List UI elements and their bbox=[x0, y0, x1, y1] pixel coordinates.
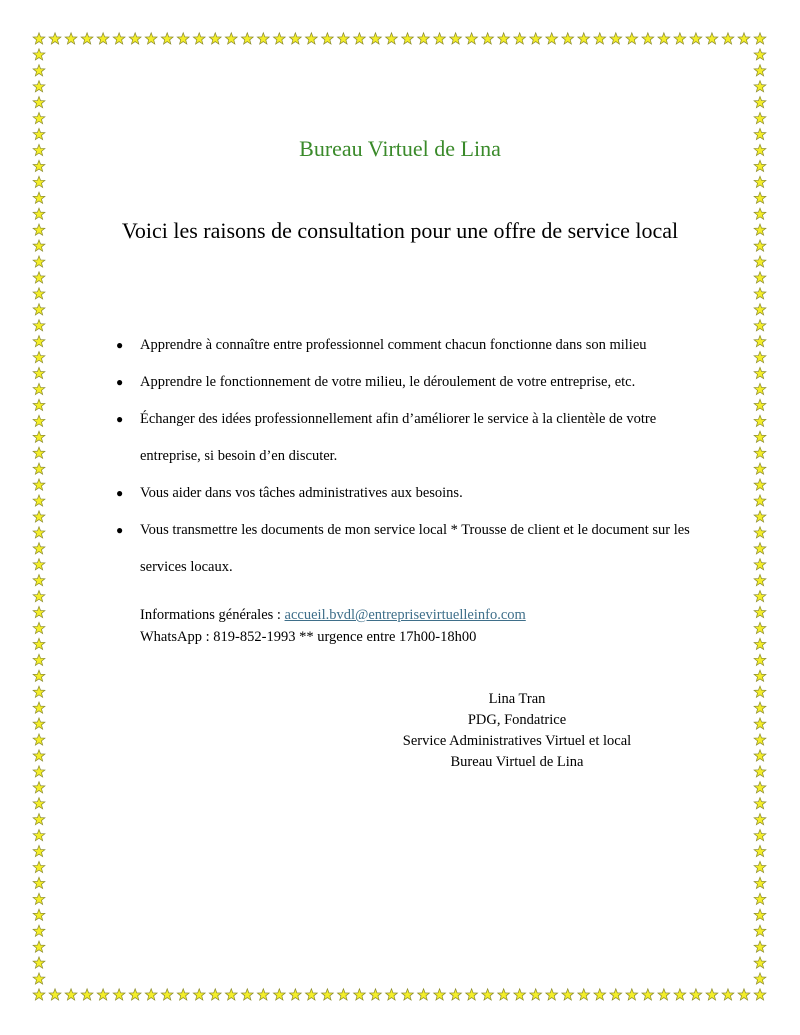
star-icon bbox=[33, 861, 45, 872]
star-icon bbox=[33, 734, 45, 745]
company-title: Bureau Virtuel de Lina bbox=[299, 136, 501, 161]
star-icon bbox=[754, 909, 766, 920]
star-icon bbox=[33, 65, 45, 76]
star-icon bbox=[514, 989, 526, 1000]
star-icon bbox=[225, 989, 237, 1000]
star-icon bbox=[49, 33, 61, 44]
star-icon bbox=[338, 989, 350, 1000]
star-icon bbox=[546, 989, 558, 1000]
star-icon bbox=[690, 33, 702, 44]
star-icon bbox=[754, 559, 766, 570]
star-icon bbox=[754, 686, 766, 697]
star-icon bbox=[33, 527, 45, 538]
star-icon bbox=[65, 989, 77, 1000]
star-icon bbox=[754, 702, 766, 713]
star-icon bbox=[578, 989, 590, 1000]
star-icon bbox=[113, 989, 125, 1000]
star-icon bbox=[33, 606, 45, 617]
star-icon bbox=[578, 33, 590, 44]
reasons-list bbox=[116, 327, 716, 586]
star-icon bbox=[97, 33, 109, 44]
star-icon bbox=[33, 431, 45, 442]
star-icon bbox=[418, 989, 430, 1000]
star-icon bbox=[33, 559, 45, 570]
star-icon bbox=[562, 33, 574, 44]
star-icon bbox=[706, 33, 718, 44]
star-icon bbox=[33, 814, 45, 825]
star-icon bbox=[754, 766, 766, 777]
reason-text: Apprendre le fonctionnement de votre milieu, le déroulement de votre entreprise, etc. bbox=[140, 374, 636, 390]
star-icon bbox=[754, 845, 766, 856]
star-icon bbox=[33, 798, 45, 809]
star-icon bbox=[65, 33, 77, 44]
bullet-icon: ● bbox=[116, 412, 124, 426]
star-icon bbox=[754, 351, 766, 362]
star-icon bbox=[674, 989, 686, 1000]
star-icon bbox=[33, 909, 45, 920]
star-icon bbox=[754, 527, 766, 538]
general-info-label: Informations générales : bbox=[140, 607, 285, 623]
star-icon bbox=[754, 399, 766, 410]
star-icon bbox=[354, 33, 366, 44]
bullet-icon: ● bbox=[116, 375, 124, 389]
star-icon bbox=[754, 256, 766, 267]
star-icon bbox=[754, 304, 766, 315]
star-icon bbox=[754, 320, 766, 331]
star-icon bbox=[33, 320, 45, 331]
star-icon bbox=[754, 654, 766, 665]
star-icon bbox=[33, 351, 45, 362]
star-icon bbox=[33, 447, 45, 458]
star-icon bbox=[33, 829, 45, 840]
star-icon bbox=[418, 33, 430, 44]
star-icon bbox=[754, 415, 766, 426]
star-icon bbox=[754, 829, 766, 840]
star-icon bbox=[305, 989, 317, 1000]
star-icon bbox=[658, 989, 670, 1000]
star-icon bbox=[33, 845, 45, 856]
whatsapp-line: WhatsApp : 819-852-1993 ** urgence entre 17h00-18h00 bbox=[140, 629, 477, 645]
star-icon bbox=[49, 989, 61, 1000]
star-icon bbox=[754, 973, 766, 984]
star-icon bbox=[33, 957, 45, 968]
star-icon bbox=[33, 702, 45, 713]
star-icon bbox=[754, 877, 766, 888]
star-icon bbox=[161, 33, 173, 44]
star-icon bbox=[594, 989, 606, 1000]
star-icon bbox=[498, 989, 510, 1000]
star-icon bbox=[466, 989, 478, 1000]
signature-role: PDG, Fondatrice bbox=[467, 712, 567, 728]
star-icon bbox=[33, 989, 45, 1000]
bullet-icon: ● bbox=[116, 338, 124, 352]
star-icon bbox=[209, 989, 221, 1000]
document-headline: Voici les raisons de consultation pour une offre de service local bbox=[121, 218, 679, 243]
star-icon bbox=[33, 383, 45, 394]
star-icon bbox=[33, 590, 45, 601]
star-icon bbox=[754, 33, 766, 44]
star-icon bbox=[97, 989, 109, 1000]
star-icon bbox=[193, 33, 205, 44]
star-icon bbox=[33, 941, 45, 952]
star-icon bbox=[33, 877, 45, 888]
star-icon bbox=[81, 33, 93, 44]
star-icon bbox=[370, 33, 382, 44]
star-icon bbox=[482, 989, 494, 1000]
star-icon bbox=[33, 622, 45, 633]
star-icon bbox=[562, 989, 574, 1000]
star-icon bbox=[257, 33, 269, 44]
star-icon bbox=[642, 33, 654, 44]
star-icon bbox=[241, 33, 253, 44]
star-icon bbox=[33, 766, 45, 777]
star-icon bbox=[33, 479, 45, 490]
star-icon bbox=[145, 33, 157, 44]
star-icon bbox=[33, 654, 45, 665]
star-icon bbox=[754, 192, 766, 203]
star-icon bbox=[754, 543, 766, 554]
reason-text: Échanger des idées professionnellement afin d’améliorer le service à la clientèle de votre entreprise, si besoin d’en discuter. bbox=[140, 411, 657, 464]
star-icon bbox=[33, 304, 45, 315]
star-icon bbox=[610, 33, 622, 44]
star-icon bbox=[33, 192, 45, 203]
star-icon bbox=[33, 511, 45, 522]
star-icon bbox=[754, 606, 766, 617]
star-icon bbox=[754, 734, 766, 745]
star-icon bbox=[642, 989, 654, 1000]
star-icon bbox=[161, 989, 173, 1000]
star-icon bbox=[33, 336, 45, 347]
star-icon bbox=[754, 782, 766, 793]
bullet-icon: ● bbox=[116, 486, 124, 500]
star-icon bbox=[754, 925, 766, 936]
signature-block bbox=[357, 689, 677, 773]
signature-service: Service Administratives Virtuel et local bbox=[402, 733, 632, 749]
star-icon bbox=[754, 575, 766, 586]
star-icon bbox=[322, 33, 334, 44]
star-icon bbox=[450, 33, 462, 44]
star-icon bbox=[33, 575, 45, 586]
general-info-line bbox=[140, 604, 526, 626]
star-icon bbox=[338, 33, 350, 44]
star-icon bbox=[754, 272, 766, 283]
star-icon bbox=[273, 33, 285, 44]
star-icon bbox=[754, 288, 766, 299]
bullet-icon: ● bbox=[116, 523, 124, 537]
list-item bbox=[116, 475, 716, 512]
star-icon bbox=[754, 670, 766, 681]
star-icon bbox=[626, 33, 638, 44]
star-icon bbox=[33, 399, 45, 410]
star-icon bbox=[33, 638, 45, 649]
star-icon bbox=[754, 893, 766, 904]
star-icon bbox=[289, 33, 301, 44]
star-icon bbox=[289, 989, 301, 1000]
star-icon bbox=[33, 670, 45, 681]
star-icon bbox=[33, 288, 45, 299]
star-icon bbox=[626, 989, 638, 1000]
star-icon bbox=[322, 989, 334, 1000]
star-icon bbox=[129, 33, 141, 44]
star-icon bbox=[386, 989, 398, 1000]
star-icon bbox=[466, 33, 478, 44]
star-icon bbox=[754, 861, 766, 872]
star-icon bbox=[33, 97, 45, 108]
star-icon bbox=[450, 989, 462, 1000]
reason-text: Vous transmettre les documents de mon service local * Trousse de client et le document sur les services locaux. bbox=[140, 522, 690, 575]
star-icon bbox=[754, 383, 766, 394]
star-icon bbox=[33, 256, 45, 267]
star-icon bbox=[754, 941, 766, 952]
star-icon bbox=[33, 81, 45, 92]
star-icon bbox=[402, 989, 414, 1000]
signature-company: Bureau Virtuel de Lina bbox=[450, 754, 584, 770]
star-icon bbox=[33, 112, 45, 123]
star-icon bbox=[33, 973, 45, 984]
star-icon bbox=[514, 33, 526, 44]
star-icon bbox=[33, 415, 45, 426]
star-icon bbox=[482, 33, 494, 44]
star-icon bbox=[402, 33, 414, 44]
star-icon bbox=[594, 33, 606, 44]
star-icon bbox=[754, 638, 766, 649]
star-icon bbox=[209, 33, 221, 44]
star-icon bbox=[754, 97, 766, 108]
star-icon bbox=[257, 989, 269, 1000]
star-icon bbox=[33, 33, 45, 44]
signature-name: Lina Tran bbox=[488, 691, 546, 707]
star-icon bbox=[754, 814, 766, 825]
star-icon bbox=[33, 686, 45, 697]
star-icon bbox=[370, 989, 382, 1000]
star-icon bbox=[241, 989, 253, 1000]
star-icon bbox=[754, 447, 766, 458]
star-icon bbox=[674, 33, 686, 44]
star-icon bbox=[33, 718, 45, 729]
star-icon bbox=[610, 989, 622, 1000]
list-item bbox=[116, 327, 716, 364]
star-icon bbox=[754, 336, 766, 347]
star-icon bbox=[129, 989, 141, 1000]
star-icon bbox=[658, 33, 670, 44]
star-icon bbox=[754, 176, 766, 187]
star-icon bbox=[113, 33, 125, 44]
star-icon bbox=[354, 989, 366, 1000]
star-icon bbox=[754, 49, 766, 60]
star-icon bbox=[754, 590, 766, 601]
reason-text: Apprendre à connaître entre professionnel comment chacun fonctionne dans son milieu bbox=[140, 337, 647, 353]
star-icon bbox=[754, 989, 766, 1000]
star-icon bbox=[690, 989, 702, 1000]
star-icon bbox=[81, 989, 93, 1000]
star-icon bbox=[33, 925, 45, 936]
star-icon bbox=[754, 81, 766, 92]
list-item bbox=[116, 364, 716, 401]
star-icon bbox=[754, 367, 766, 378]
star-icon bbox=[177, 989, 189, 1000]
star-icon bbox=[754, 463, 766, 474]
star-icon bbox=[754, 957, 766, 968]
star-icon bbox=[754, 495, 766, 506]
star-icon bbox=[530, 33, 542, 44]
star-icon bbox=[33, 49, 45, 60]
star-icon bbox=[754, 431, 766, 442]
star-icon bbox=[33, 176, 45, 187]
star-icon bbox=[305, 33, 317, 44]
star-icon bbox=[273, 989, 285, 1000]
star-icon bbox=[33, 750, 45, 761]
reason-text: Vous aider dans vos tâches administratives aux besoins. bbox=[140, 485, 463, 501]
star-icon bbox=[722, 33, 734, 44]
star-icon bbox=[33, 782, 45, 793]
star-icon bbox=[434, 33, 446, 44]
star-icon bbox=[546, 33, 558, 44]
star-icon bbox=[722, 989, 734, 1000]
star-icon bbox=[145, 989, 157, 1000]
star-icon bbox=[33, 463, 45, 474]
star-icon bbox=[33, 543, 45, 554]
star-icon bbox=[754, 479, 766, 490]
star-icon bbox=[193, 989, 205, 1000]
star-icon bbox=[754, 112, 766, 123]
star-icon bbox=[225, 33, 237, 44]
star-icon bbox=[754, 750, 766, 761]
star-icon bbox=[434, 989, 446, 1000]
star-icon bbox=[33, 272, 45, 283]
star-icon bbox=[177, 33, 189, 44]
star-icon bbox=[754, 65, 766, 76]
star-icon bbox=[738, 33, 750, 44]
star-icon bbox=[33, 893, 45, 904]
star-icon bbox=[33, 367, 45, 378]
list-item bbox=[116, 512, 716, 586]
star-icon bbox=[386, 33, 398, 44]
star-icon bbox=[754, 718, 766, 729]
email-link[interactable]: accueil.bvdl@entreprisevirtuelleinfo.com bbox=[284, 607, 526, 623]
star-icon bbox=[738, 989, 750, 1000]
star-icon bbox=[33, 495, 45, 506]
star-icon bbox=[754, 511, 766, 522]
star-icon bbox=[754, 622, 766, 633]
star-icon bbox=[754, 798, 766, 809]
contact-block bbox=[140, 604, 526, 648]
star-icon bbox=[498, 33, 510, 44]
list-item bbox=[116, 401, 716, 475]
star-icon bbox=[706, 989, 718, 1000]
star-icon bbox=[530, 989, 542, 1000]
